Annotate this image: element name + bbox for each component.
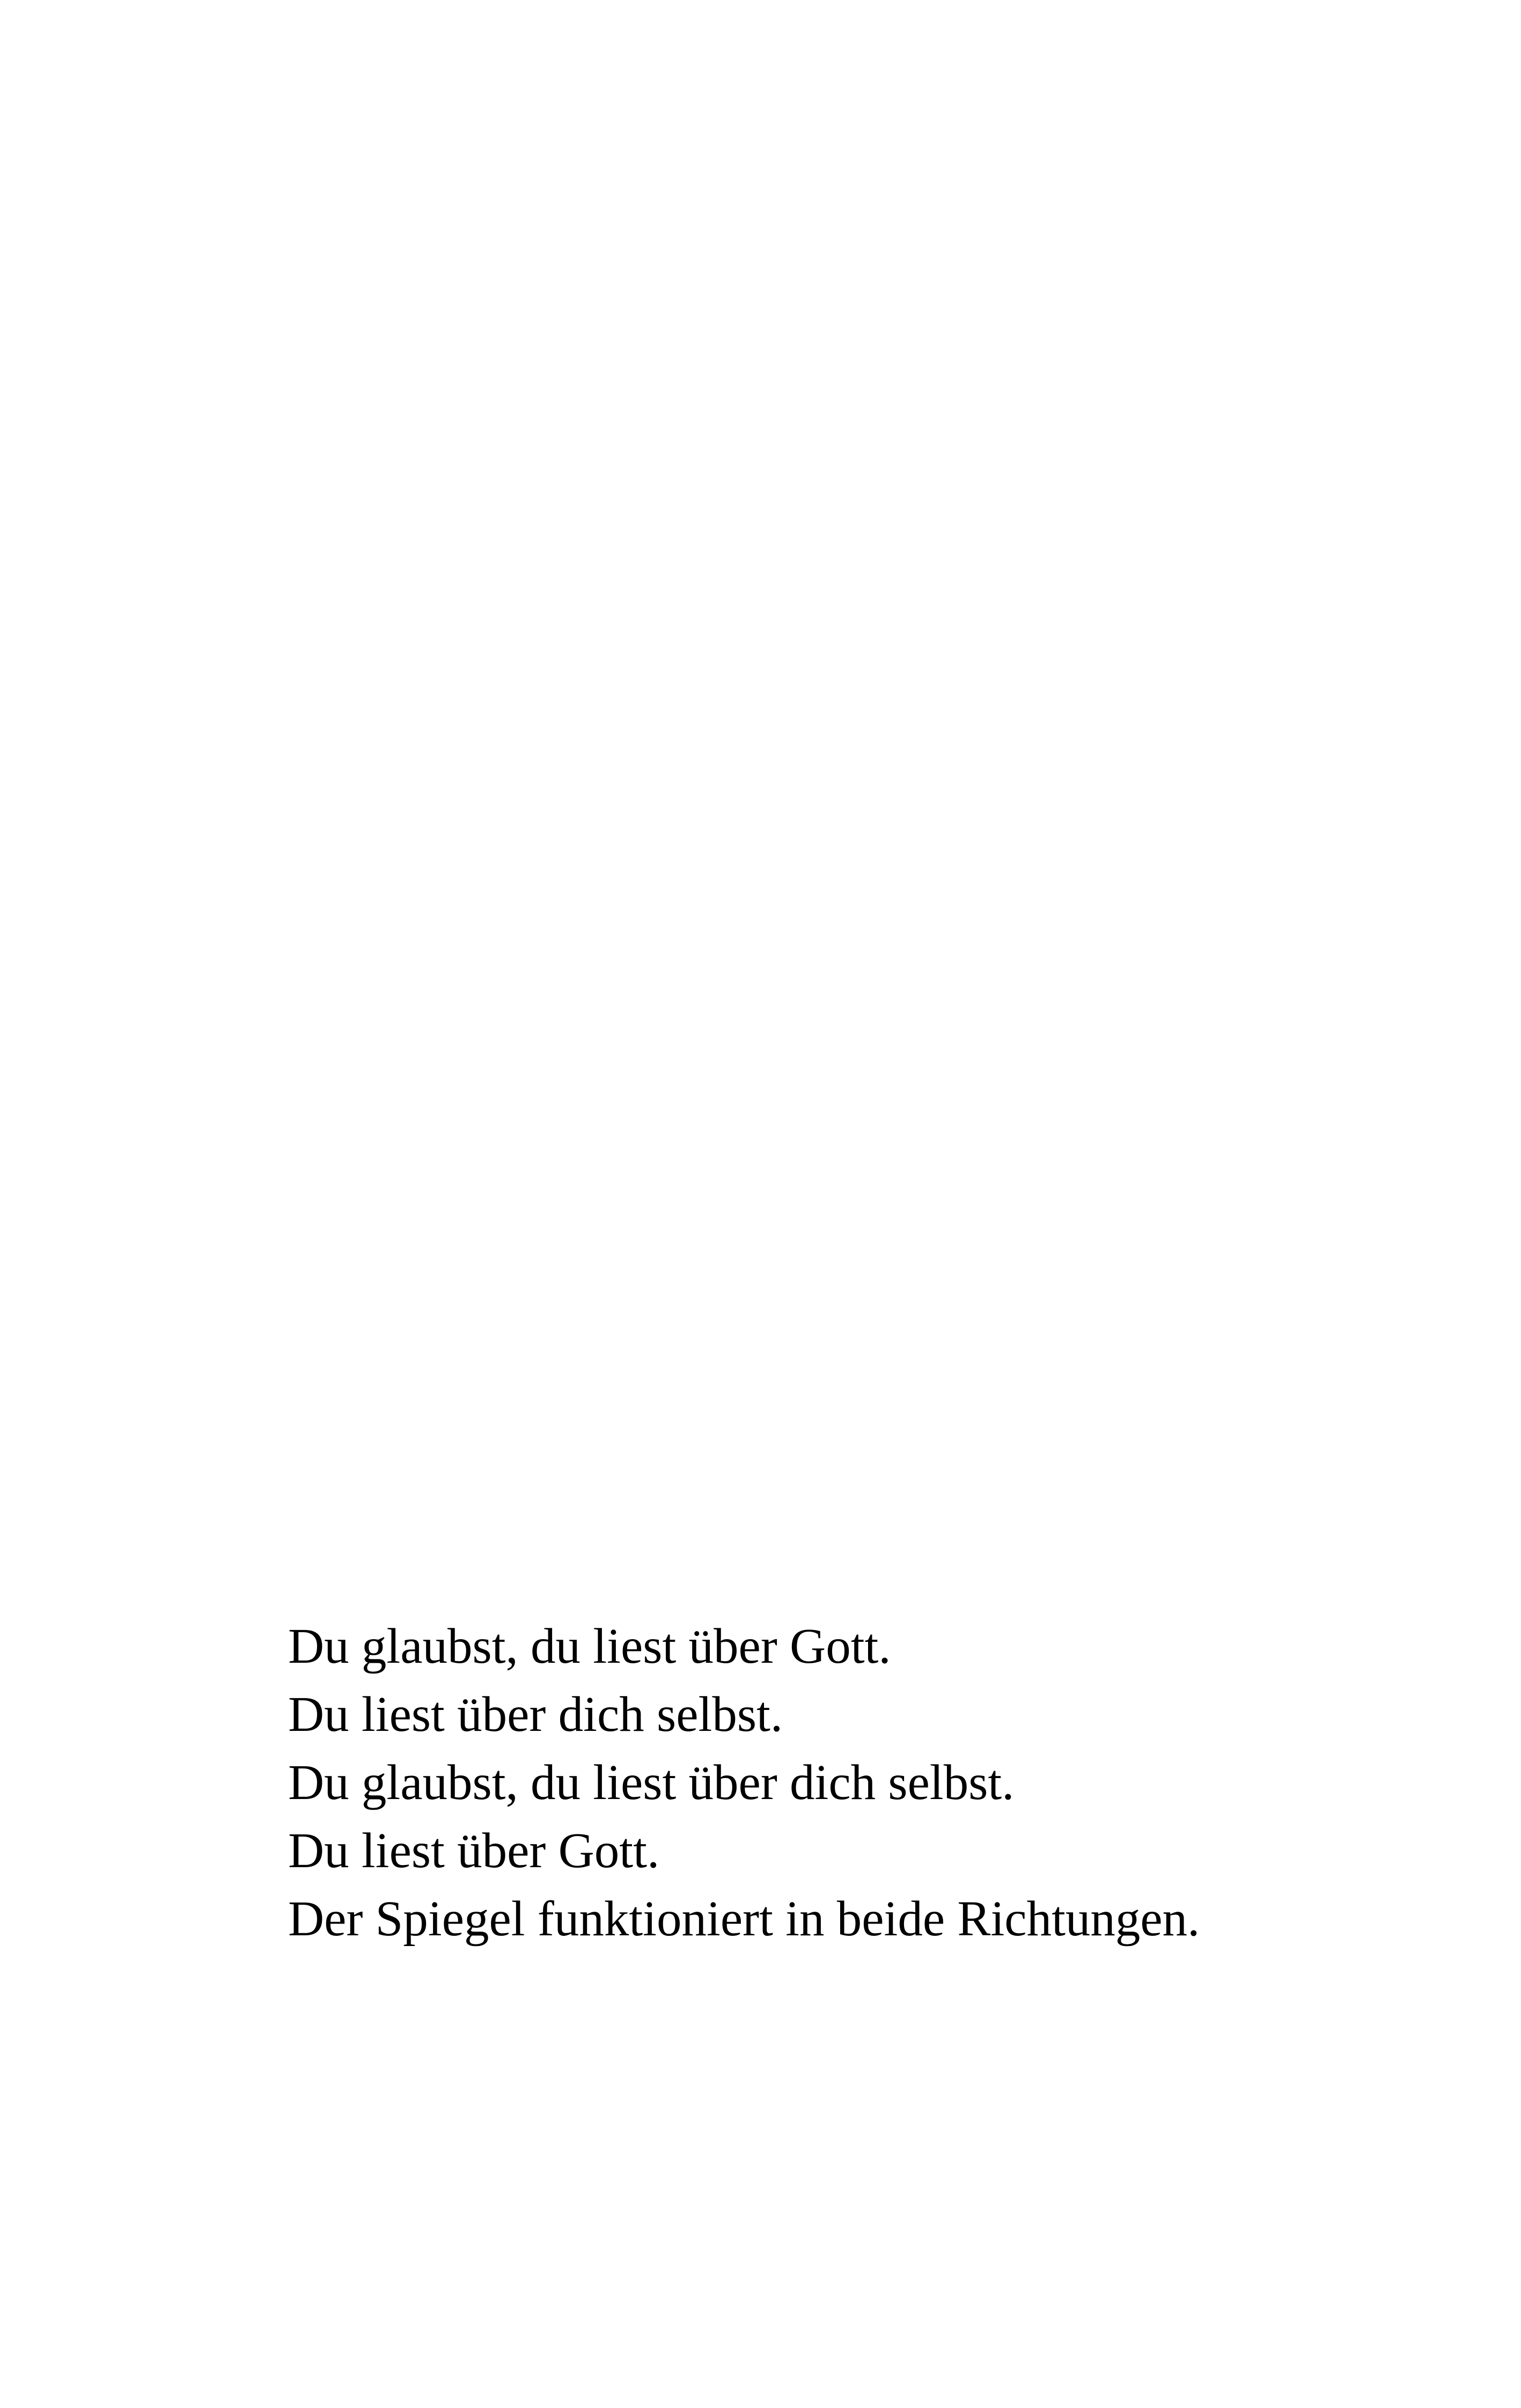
verse-line-5: Der Spiegel funktioniert in beide Richtungen.: [288, 1891, 1200, 1947]
verse-line-3: Du glaubst, du liest über dich selbst.: [288, 1755, 1015, 1810]
verse-line-2: Du liest über dich selbst.: [288, 1687, 783, 1742]
verse-line-4: Du liest über Gott.: [288, 1823, 660, 1878]
verse-block: [288, 1612, 1415, 1953]
verse-line-1: Du glaubst, du liest über Gott.: [288, 1619, 891, 1674]
